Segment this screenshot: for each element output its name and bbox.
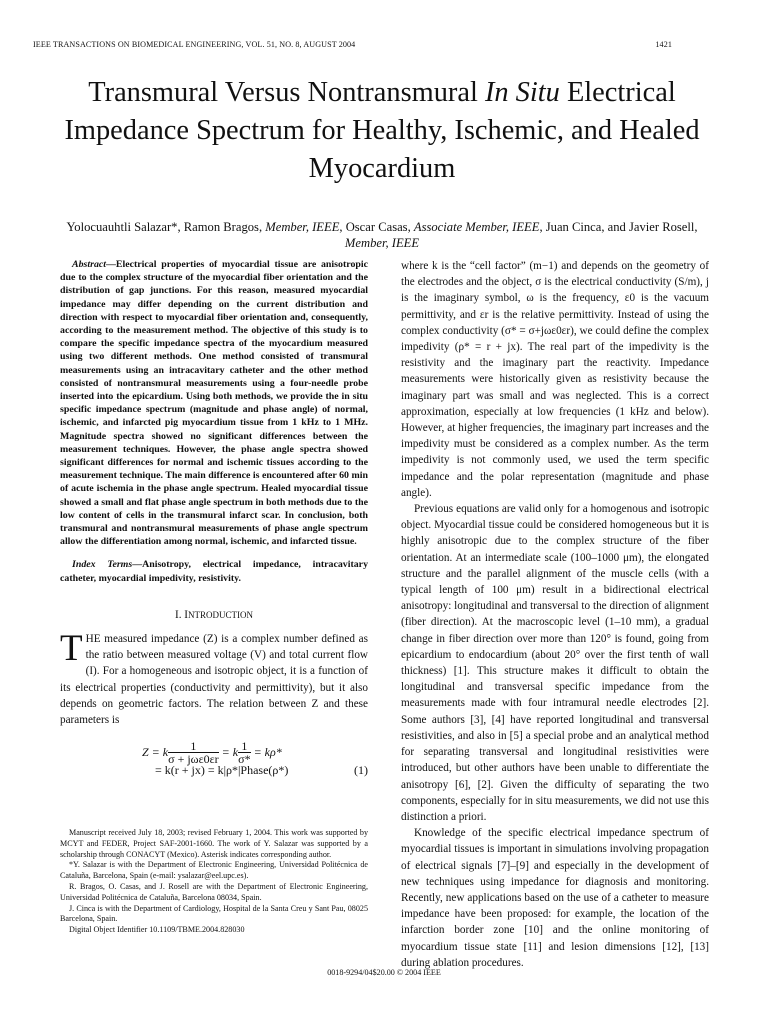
footnotes (60, 828, 368, 936)
page-number: 1421 (655, 40, 672, 49)
body-paragraph: Knowledge of the specific electrical impedance spectrum of myocardial tissues is important in simulations involving propagation of electrical signals [7]–[9] and especially in the development of new techniques using impedance for diagnosis and monitoring. Recently, new applications based on the use of a catheter to measure impedance have been proposed: for example, the location of the infarction border zone [10] and the online monitoring of myocardium tissue state [11] and lesion dimensions [12], [13] during ablation procedures. (401, 827, 709, 969)
index-terms: Index Terms—Anisotropy, electrical impedance, intracavitary catheter, myocardial impedivity, resistivity. (60, 559, 369, 584)
footnote: R. Bragos, O. Casas, and J. Rosell are with the Department of Electronic Engineering, Universidad Politécnica de Cataluña, Barcelona 08034, Spain. (60, 881, 368, 902)
body-paragraph: Previous equations are valid only for a homogenous and isotropic object. Myocardial tissue could be considered homogeneous but it is highly anisotropic due to the complex structure of the fiber orientation. At an intermediate scale (100–1000 μm), the elongated structure and the parallel alignment of the muscle cells (with a typical length of 100 μm) result in a bidirectional electrical anisotropy: longitudinal and transversal to the direction of alignment (fiber direction). At the macroscopic level (1–10 mm), a gradual change in fiber direction over more than 120° is found, going from epicardium to endocardium (about 20° over the first tenth of wall thickness) [1]. This structure makes it difficult to obtain the longitudinal and transversal specific impedance from the measurements made with four intramural needle electrodes [2]. Some authors [3], [4] have reported longitudinal and transversal resistivities, and also in [5] a special probe and an analytical method for separating transversal and longitudinal resistivities were introduced, but other authors have been unable to differentiate the anisotropy [6], [2]. Given the difficulty of separating the two components, especially for in situ measurements, we did not use this distinction a priori. (401, 503, 709, 823)
footnote: J. Cinca is with the Department of Cardiology, Hospital de la Santa Creu y Sant Pau, 08025 Barcelona, Spain. (60, 903, 368, 924)
footnote: Manuscript received July 18, 2003; revised February 1, 2004. This work was supported by MCYT and FEDER, Project SAF-2001-1660. The work of Y. Salazar was supported by a scholarship through CONACYT (Mexico). Asterisk indicates corresponding author. (60, 828, 368, 859)
footnote: *Y. Salazar is with the Department of Electronic Engineering, Universidad Politécnica de Cataluña, Barcelona, Spain (e-mail: ysalazar@eel.upc.es). (60, 860, 368, 881)
equation-number: (1) (354, 763, 368, 778)
footnote: Digital Object Identifier 10.1109/TBME.2004.828030 (69, 925, 245, 935)
right-column (401, 258, 709, 971)
intro-paragraph: THE measured impedance (Z) is a complex number defined as the ratio between measured voltage (V) and total current flow (I). For a homogeneous and isotropic object, it is a function of its electrical properties (conductivity and permittivity), but it also depends on geometric factors. The relation between Z and these parameters is (60, 628, 368, 727)
running-header: IEEE TRANSACTIONS ON BIOMEDICAL ENGINEERING, VOL. 51, NO. 8, AUGUST 2004 (33, 40, 356, 49)
author-list: Yolocuauhtli Salazar*, Ramon Bragos, Member, IEEE, Oscar Casas, Associate Member, IEEE, Juan Cinca, and Javier Rosell, Member, IEEE (66, 220, 698, 250)
copyright-footer: 0018-9294/04$20.00 © 2004 IEEE (327, 968, 441, 977)
section-heading: I. INTRODUCTION (174, 608, 254, 621)
equation-1: Z = k $\frac{1}{\text{σ + jωε0εr}}$ = k $\frac{1}{\sigma*}$ = kρ* = k(r + jx) = k|ρ*|Phase(ρ*) (1) (142, 739, 368, 778)
abstract: Abstract—Electrical properties of myocardial tissue are anisotropic due to the complex structure of the myocardial fiber orientation and the distribution of gap junctions. For this reason, measured myocardial impedance may differ depending on the current distribution and direction with respect to myocardial fiber orientation and, consequently, according to the measurement method. The objective of this study is to compare the specific impedance spectra of the myocardium measured using two different methods. One method consisted of transmural measurements using an intracavitary catheter and the other method consisted of nontransmural measurements using a four-needle probe inserted into the epicardium. Using both methods, we provide the in situ specific impedance spectrum (magnitude and phase angle) of normal, ischemic, and infarcted pig myocardium tissue from 1 kHz to 1 MHz. Magnitude spectra showed no significant differences between the measurement techniques. However, the phase angle spectra showed significant differences for normal and ischemic tissues according to the measurement technique. The main difference is encountered after 60 min of acute ischemia in the phase angle spectrum. Healed myocardial tissue showed a small and flat phase angle spectrum in both methods due to the low content of cells in the transmural infarct scar. In conclusion, both transmural and nontransmural measurements of phase angle spectrum allow the differentiation among normal, ischemic, and infarcted tissue. (60, 259, 368, 548)
body-paragraph: where k is the “cell factor” (m−1) and depends on the geometry of the electrodes and the object, σ is the electrical conductivity (S/m), j is the imaginary symbol, ω is the frequency, ε0 is the vacuum permittivity, and εr is the relative permittivity. Instead of using the complex conductivity (σ* = σ+jωε0εr), we could define the complex impedivity (ρ* = r + jx). The real part of the impedivity is the resistivity and the imaginary part the reactivity. Impedance measurements were historically given as resistivity because the imaginary part was small and was neglected. This is a correct approximation, especially at low frequencies (1 kHz and below). However, at higher frequencies, the imaginary part increases and the impedivity must be considered as a complex number. As the term impedivity is not commonly used, we used the term specific impedance and the polar representation (magnitude and phase angle). (401, 260, 709, 499)
paper-title: Transmural Versus Nontransmural In Situ Electrical Impedance Spectrum for Healthy, Ischemic, and Healed Myocardium (64, 77, 700, 184)
left-column (60, 258, 368, 788)
